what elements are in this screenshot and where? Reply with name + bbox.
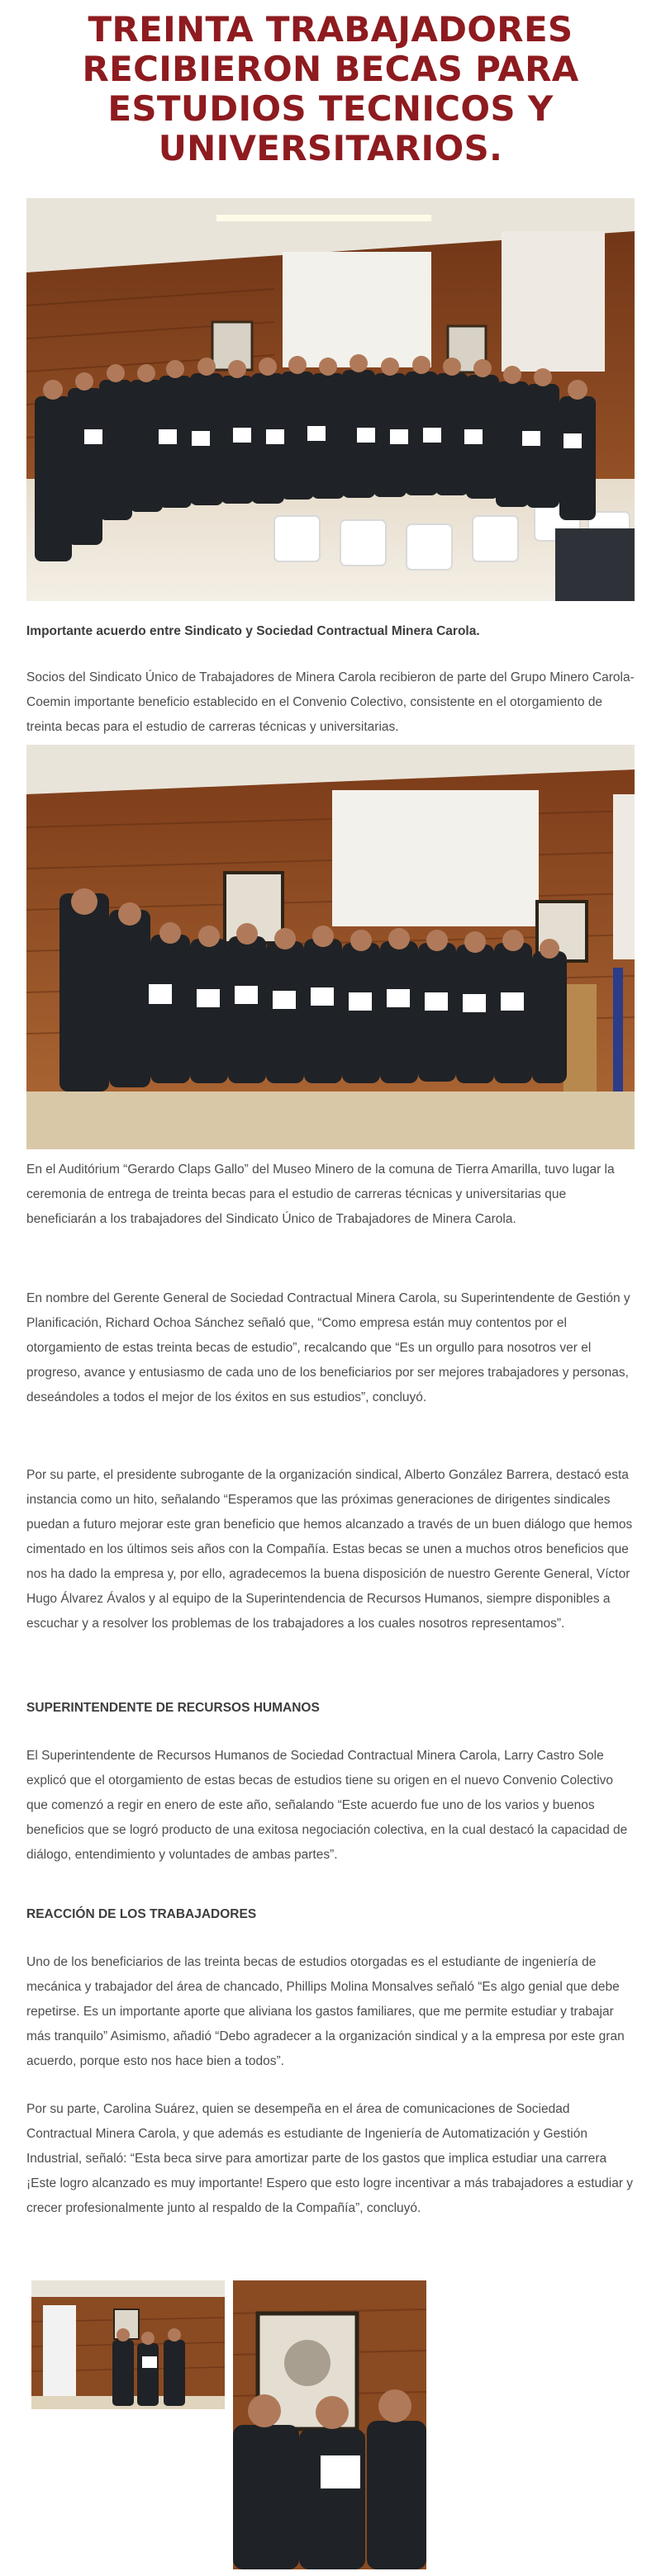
group-photo-2 — [26, 745, 635, 1149]
group-photo-1 — [26, 198, 635, 601]
paragraph-1: Socios del Sindicato Único de Trabajadores de Minera Carola recibieron de parte del Grupo Minero Carola-Coemin importante beneficio establecido en el Convenio Colectivo, consistente en el otorgamiento de treinta becas para el estudio de carreras técnicas y universitarias. — [26, 670, 635, 734]
paragraph-3: En nombre del Gerente General de Sociedad Contractual Minera Carola, su Superintendente de Gestión y Planificación, Richard Ochoa Sánchez señaló que, “Como empresa están muy contentos por el otorgamiento de estas treinta becas de estudio”, recalcando que “Es un orgullo para nosotros ver el progreso, avance y entusiasmo de cada uno de los beneficiarios por ser mejores trabajadores y personas, deseándoles a todos el mejor de los éxitos en sus estudios”, concluyó. — [26, 1291, 630, 1404]
paragraph-2: En el Auditórium “Gerardo Claps Gallo” del Museo Minero de la comuna de Tierra Amarilla, tuvo lugar la ceremonia de entrega de treinta becas para el estudio de carreras técnicas y universitarias que beneficiarán a los trabajadores del Sindicato Único de Trabajadores de Minera Carola. — [26, 1163, 615, 1226]
paragraph-7: Por su parte, Carolina Suárez, quien se desempeña en el área de comunicaciones de Sociedad Contractual Minera Carola, y que además es estudiante de Ingeniería de Automatización y Gestión Industrial, señaló: “Esta beca sirve para amortizar parte de los gastos que implica estudiar una carrera ¡Este logro alcanzado es muy importante! Espero que esto logre incentivar a más trabajadores a estudiar y crecer profesionalmente junto al respaldo de la Compañía”, concluyó. — [26, 2102, 634, 2215]
paragraph-4: Por su parte, el presidente subrogante de la organización sindical, Alberto González Barrera, destacó esta instancia como un hito, señalando “Esperamos que las próximas generaciones de dirigentes sindicales puedan a futuro mejorar este gran beneficio que hemos alcanzado a través de un buen diálogo que hemos cimentado en los últimos seis años con la Compañía. Estas becas se unen a muchos otros beneficios que nos ha dado la empresa y, por ello, agradecemos la buena disposición de nuestro Gerente General, Víctor Hugo Álvarez Ávalos y al equipo de la Superintendencia de Recursos Humanos, siempre disponibles a escuchar y a resolver los problemas de los trabajadores a los cuales nosotros representamos”. — [26, 1468, 633, 1631]
paragraph-6: Uno de los beneficiarios de las treinta becas de estudios otorgadas es el estudiante de ingeniería de mecánica y trabajador del área de chancado, Phillips Molina Monsalves señaló “Es algo genial que debe repetirse. Es un importante aporte que aliviana los gastos familiares, que me permite estudiar y trabajar más tranquilo” Asimismo, añadió “Debo agradecer a la organización sindical y a la empresa por este gran acuerdo, porque esto nos hace bien a todos”. — [26, 1955, 625, 2068]
article-title: TREINTA TRABAJADORES RECIBIERON BECAS PARA ESTUDIOS TECNICOS Y UNIVERSITARIOS. — [82, 9, 579, 168]
section-heading-rrhh: SUPERINTENDENTE DE RECURSOS HUMANOS — [26, 1701, 320, 1715]
small-photo-right — [233, 2280, 426, 2569]
paragraph-5: El Superintendente de Recursos Humanos de Sociedad Contractual Minera Carola, Larry Castro Sole explicó que el otorgamiento de estas becas de estudios tiene su origen en el nuevo Convenio Colectivo que comenzó a regir en enero de este año, señalando “Este acuerdo fue uno de los varios y buenos beneficios que se logró producto de una exitosa negociación colectiva, en la cual destacó la capacidad de diálogo, entendimiento y voluntades de ambas partes”. — [26, 1749, 628, 1862]
section-heading-reaccion: REACCIÓN DE LOS TRABAJADORES — [26, 1907, 257, 1921]
article-lead: Importante acuerdo entre Sindicato y Sociedad Contractual Minera Carola. — [26, 624, 480, 638]
small-photo-left — [31, 2280, 225, 2409]
